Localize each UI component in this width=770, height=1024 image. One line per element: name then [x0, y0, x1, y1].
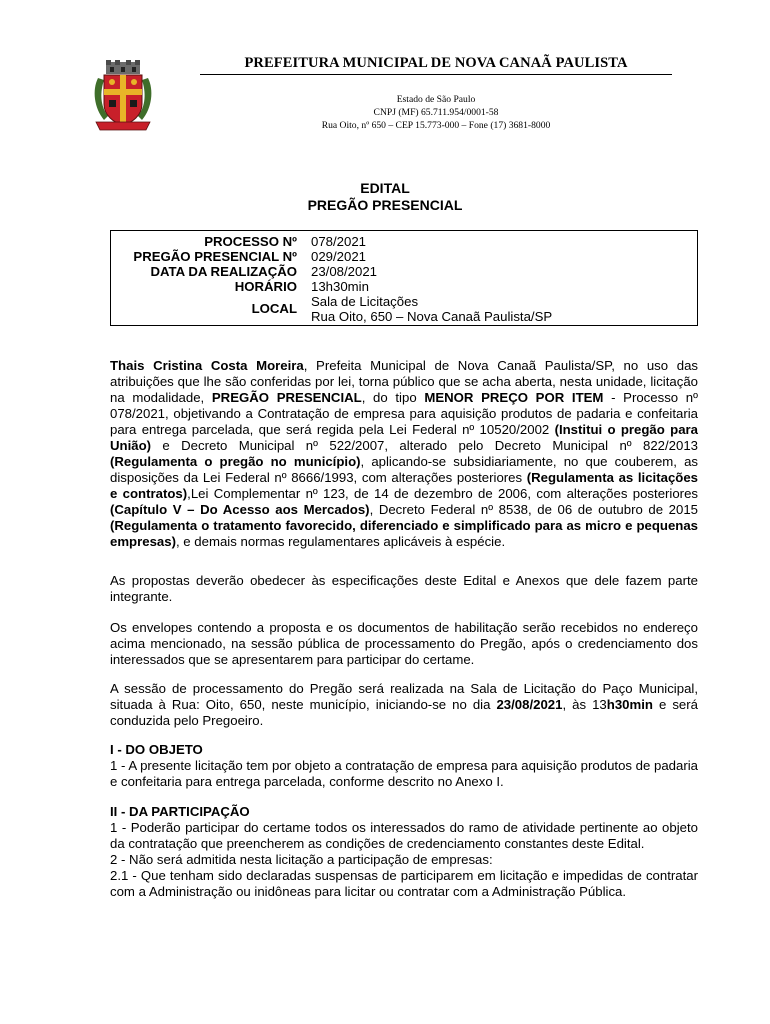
law-note-3: (Regulamenta as licitações e contratos) — [110, 470, 698, 501]
section-participacao-item-2: 2 - Não será admitida nesta licitação a participação de empresas: — [110, 852, 493, 867]
session-text-2: , às 13 — [562, 697, 607, 712]
session-text-1: A sessão de processamento do Pregão será realizada na Sala de Licitação do Paço Municipal, situada à Rua: Oito, 650, neste município, iniciando-se no dia — [110, 681, 698, 712]
document-title: EDITAL — [360, 180, 410, 196]
section-objeto — [110, 742, 698, 790]
price-type-text: MENOR PREÇO POR ITEM — [424, 390, 604, 405]
intro-text-7: , Decreto Federal nº 8538, de 06 de outubro de 2015 — [369, 502, 698, 517]
horario-label: HORÁRIO — [234, 279, 297, 294]
proposals-paragraph — [110, 573, 698, 605]
process-info-box — [110, 230, 698, 326]
header-address-line: Rua Oito, nº 650 – CEP 15.773-000 – Fone (17) 3681-8000 — [321, 120, 551, 131]
section-objeto-item-1: 1 - A presente licitação tem por objeto a contratação de empresa para aquisição produtos de padaria e confeitaria para entrega parcelada, conforme descrito no Anexo I. — [110, 758, 698, 789]
session-paragraph — [110, 681, 698, 729]
law-note-1: (Institui o pregão para União) — [110, 422, 698, 453]
section-participacao-item-2-1: 2.1 - Que tenham sido declaradas suspensas de participarem em licitação e impedidas de contratar com a Administração ou inidôneas para licitar ou contratar com a Administração Pública. — [110, 868, 698, 899]
pregao-label: PREGÃO PRESENCIAL Nº — [133, 249, 297, 264]
processo-label: PROCESSO Nº — [204, 234, 297, 249]
data-label: DATA DA REALIZAÇÃO — [150, 264, 297, 279]
local-value-address: Rua Oito, 650 – Nova Canaã Paulista/SP — [311, 309, 553, 324]
intro-text-1: , Prefeita Municipal de Nova Canaã Paulista/SP, no uso das atribuições que lhe são conferidas por lei, torna público que se acha aberta, nesta unidade, licitação na modalidade, — [110, 358, 698, 405]
pregao-value: 029/2021 — [311, 249, 367, 264]
intro-text-5: , aplicando-se subsidiariamente, no que couberem, as disposições da Lei Federal nº 8666/1993, com alterações posteriores — [110, 454, 699, 485]
local-label: LOCAL — [251, 301, 297, 316]
intro-paragraph — [110, 358, 698, 550]
envelopes-text: Os envelopes contendo a proposta e os documentos de habilitação serão recebidos no endereço acima mencionado, na sessão pública de processamento do Pregão, após o credenciamento dos interessados que se apresentarem para participar do certame. — [110, 620, 698, 667]
section-participacao-item-1: 1 - Poderão participar do certame todos os interessados do ramo de atividade pertinente ao objeto da contratação que preencherem as condições de credenciamento constantes deste Edital. — [110, 820, 698, 851]
horario-value: 13h30min — [311, 279, 369, 294]
intro-text-2: , do tipo — [361, 390, 425, 405]
section-participacao-title: II - DA PARTICIPAÇÃO — [110, 804, 250, 819]
law-note-4: (Capítulo V – Do Acesso aos Mercados) — [110, 502, 370, 517]
intro-text-8: , e demais normas regulamentares aplicáveis à espécie. — [175, 534, 506, 549]
intro-text-4: e Decreto Municipal nº 522/2007, alterado pelo Decreto Municipal nº 822/2013 — [151, 438, 698, 453]
processo-value: 078/2021 — [311, 234, 367, 249]
header-cnpj-line: CNPJ (MF) 65.711.954/0001-58 — [373, 107, 499, 118]
mayor-name: Thais Cristina Costa Moreira — [110, 358, 304, 373]
intro-text-6: ,Lei Complementar nº 123, de 14 de dezembro de 2006, com alterações posteriores — [187, 486, 699, 501]
law-note-2: (Regulamenta o pregão no município) — [110, 454, 361, 469]
section-objeto-title: I - DO OBJETO — [110, 742, 203, 757]
session-time: h30min — [606, 697, 653, 712]
modality-text: PREGÃO PRESENCIAL — [211, 390, 362, 405]
header-state-line: Estado de São Paulo — [396, 94, 476, 105]
data-value: 23/08/2021 — [311, 264, 378, 279]
document-subtitle: PREGÃO PRESENCIAL — [307, 197, 463, 213]
law-note-5: (Regulamenta o tratamento favorecido, diferenciado e simplificado para as micro e pequenas empresas) — [110, 518, 698, 549]
section-participacao — [110, 804, 698, 900]
local-value-room: Sala de Licitações — [311, 294, 419, 309]
municipality-title: PREFEITURA MUNICIPAL DE NOVA CANAÃ PAULISTA — [244, 55, 628, 71]
intro-text-3: - Processo nº 078/2021, objetivando a Contratação de empresa para aquisição produtos de padaria e confeitaria para entrega parcelada, que será regida pela Lei Federal nº 10520/2002 — [110, 390, 698, 437]
envelopes-paragraph — [110, 620, 698, 668]
proposals-text: As propostas deverão obedecer às especificações deste Edital e Anexos que dele fazem parte integrante. — [110, 573, 698, 604]
session-text-3: e será conduzida pelo Pregoeiro. — [110, 697, 698, 728]
header-divider — [200, 74, 672, 75]
session-date: 23/08/2021 — [496, 697, 563, 712]
municipal-crest-logo — [92, 60, 154, 134]
